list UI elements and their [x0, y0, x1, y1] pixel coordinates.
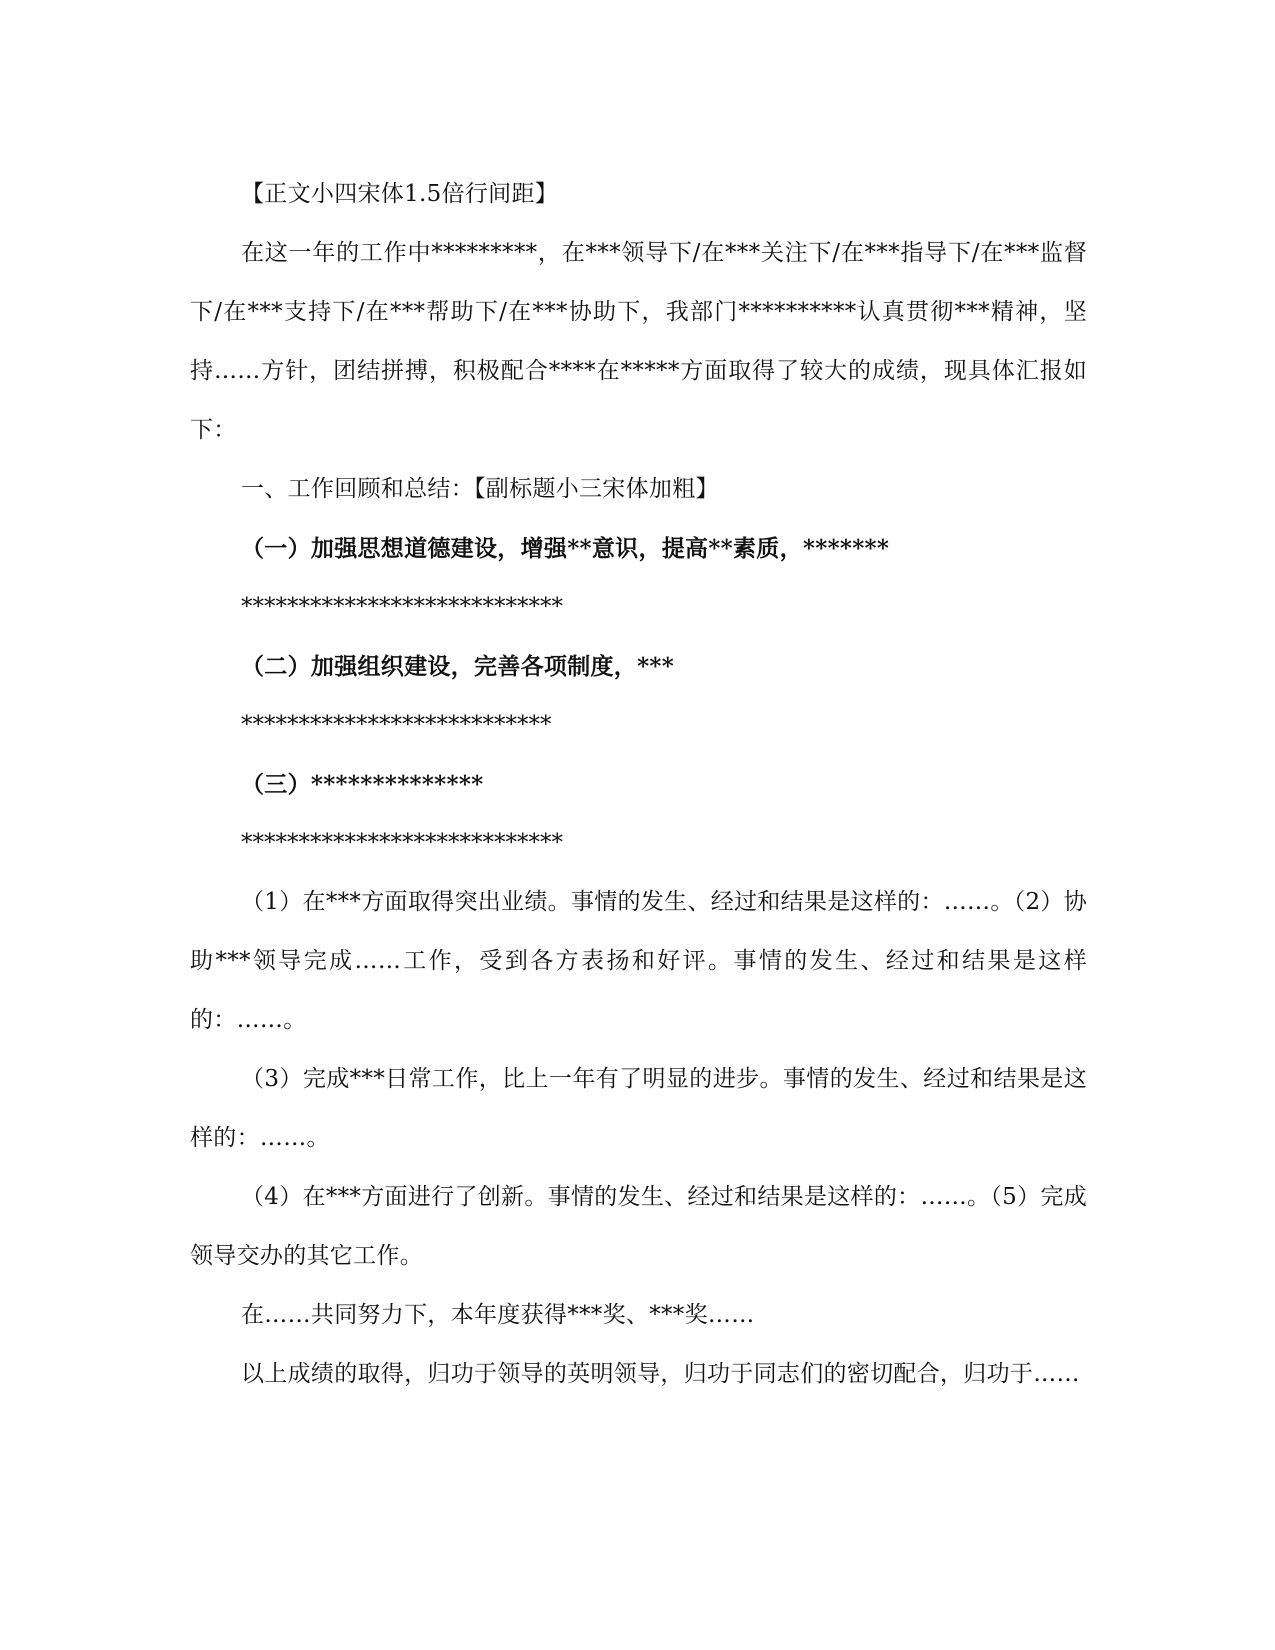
achievement-paragraph-2: （3）完成***日常工作，比上一年有了明显的进步。事情的发生、经过和结果是这样的：……。	[190, 1066, 1087, 1151]
document-body	[190, 165, 1087, 1404]
achievement-paragraph-3: （4）在***方面进行了创新。事情的发生、经过和结果是这样的：……。（5）完成领导交办的其它工作。	[190, 1184, 1087, 1269]
subheading-3: （三）**************	[241, 771, 484, 798]
placeholder-text-1: ****************************	[241, 594, 563, 620]
format-note: 【正文小四宋体1.5倍行间距】	[241, 181, 559, 207]
section-heading: 一、工作回顾和总结：【副标题小三宋体加粗】	[241, 476, 719, 502]
placeholder-text-3: ****************************	[241, 830, 563, 856]
achievement-paragraph-1: （1）在***方面取得突出业绩。事情的发生、经过和结果是这样的：……。（2）协助***领导完成……工作，受到各方表扬和好评。事情的发生、经过和结果是这样的：……。	[190, 889, 1087, 1033]
intro-paragraph: 在这一年的工作中*********，在***领导下/在***关注下/在***指导下/在***监督下/在***支持下/在***帮助下/在***协助下，我部门**********认真贯彻***精神，坚持……方针，团结拼搏，积极配合****在*****方面取得了较大的成绩，现具体汇报如下：	[190, 240, 1087, 443]
conclusion-paragraph: 以上成绩的取得，归功于领导的英明领导，归功于同志们的密切配合，归功于……	[241, 1361, 1080, 1387]
subheading-1: （一）加强思想道德建设，增强**意识，提高**素质，*******	[241, 535, 890, 562]
subheading-2: （二）加强组织建设，完善各项制度，***	[241, 653, 675, 680]
placeholder-text-2: ***************************	[241, 712, 552, 738]
awards-paragraph: 在……共同努力下，本年度获得***奖、***奖……	[241, 1302, 755, 1328]
